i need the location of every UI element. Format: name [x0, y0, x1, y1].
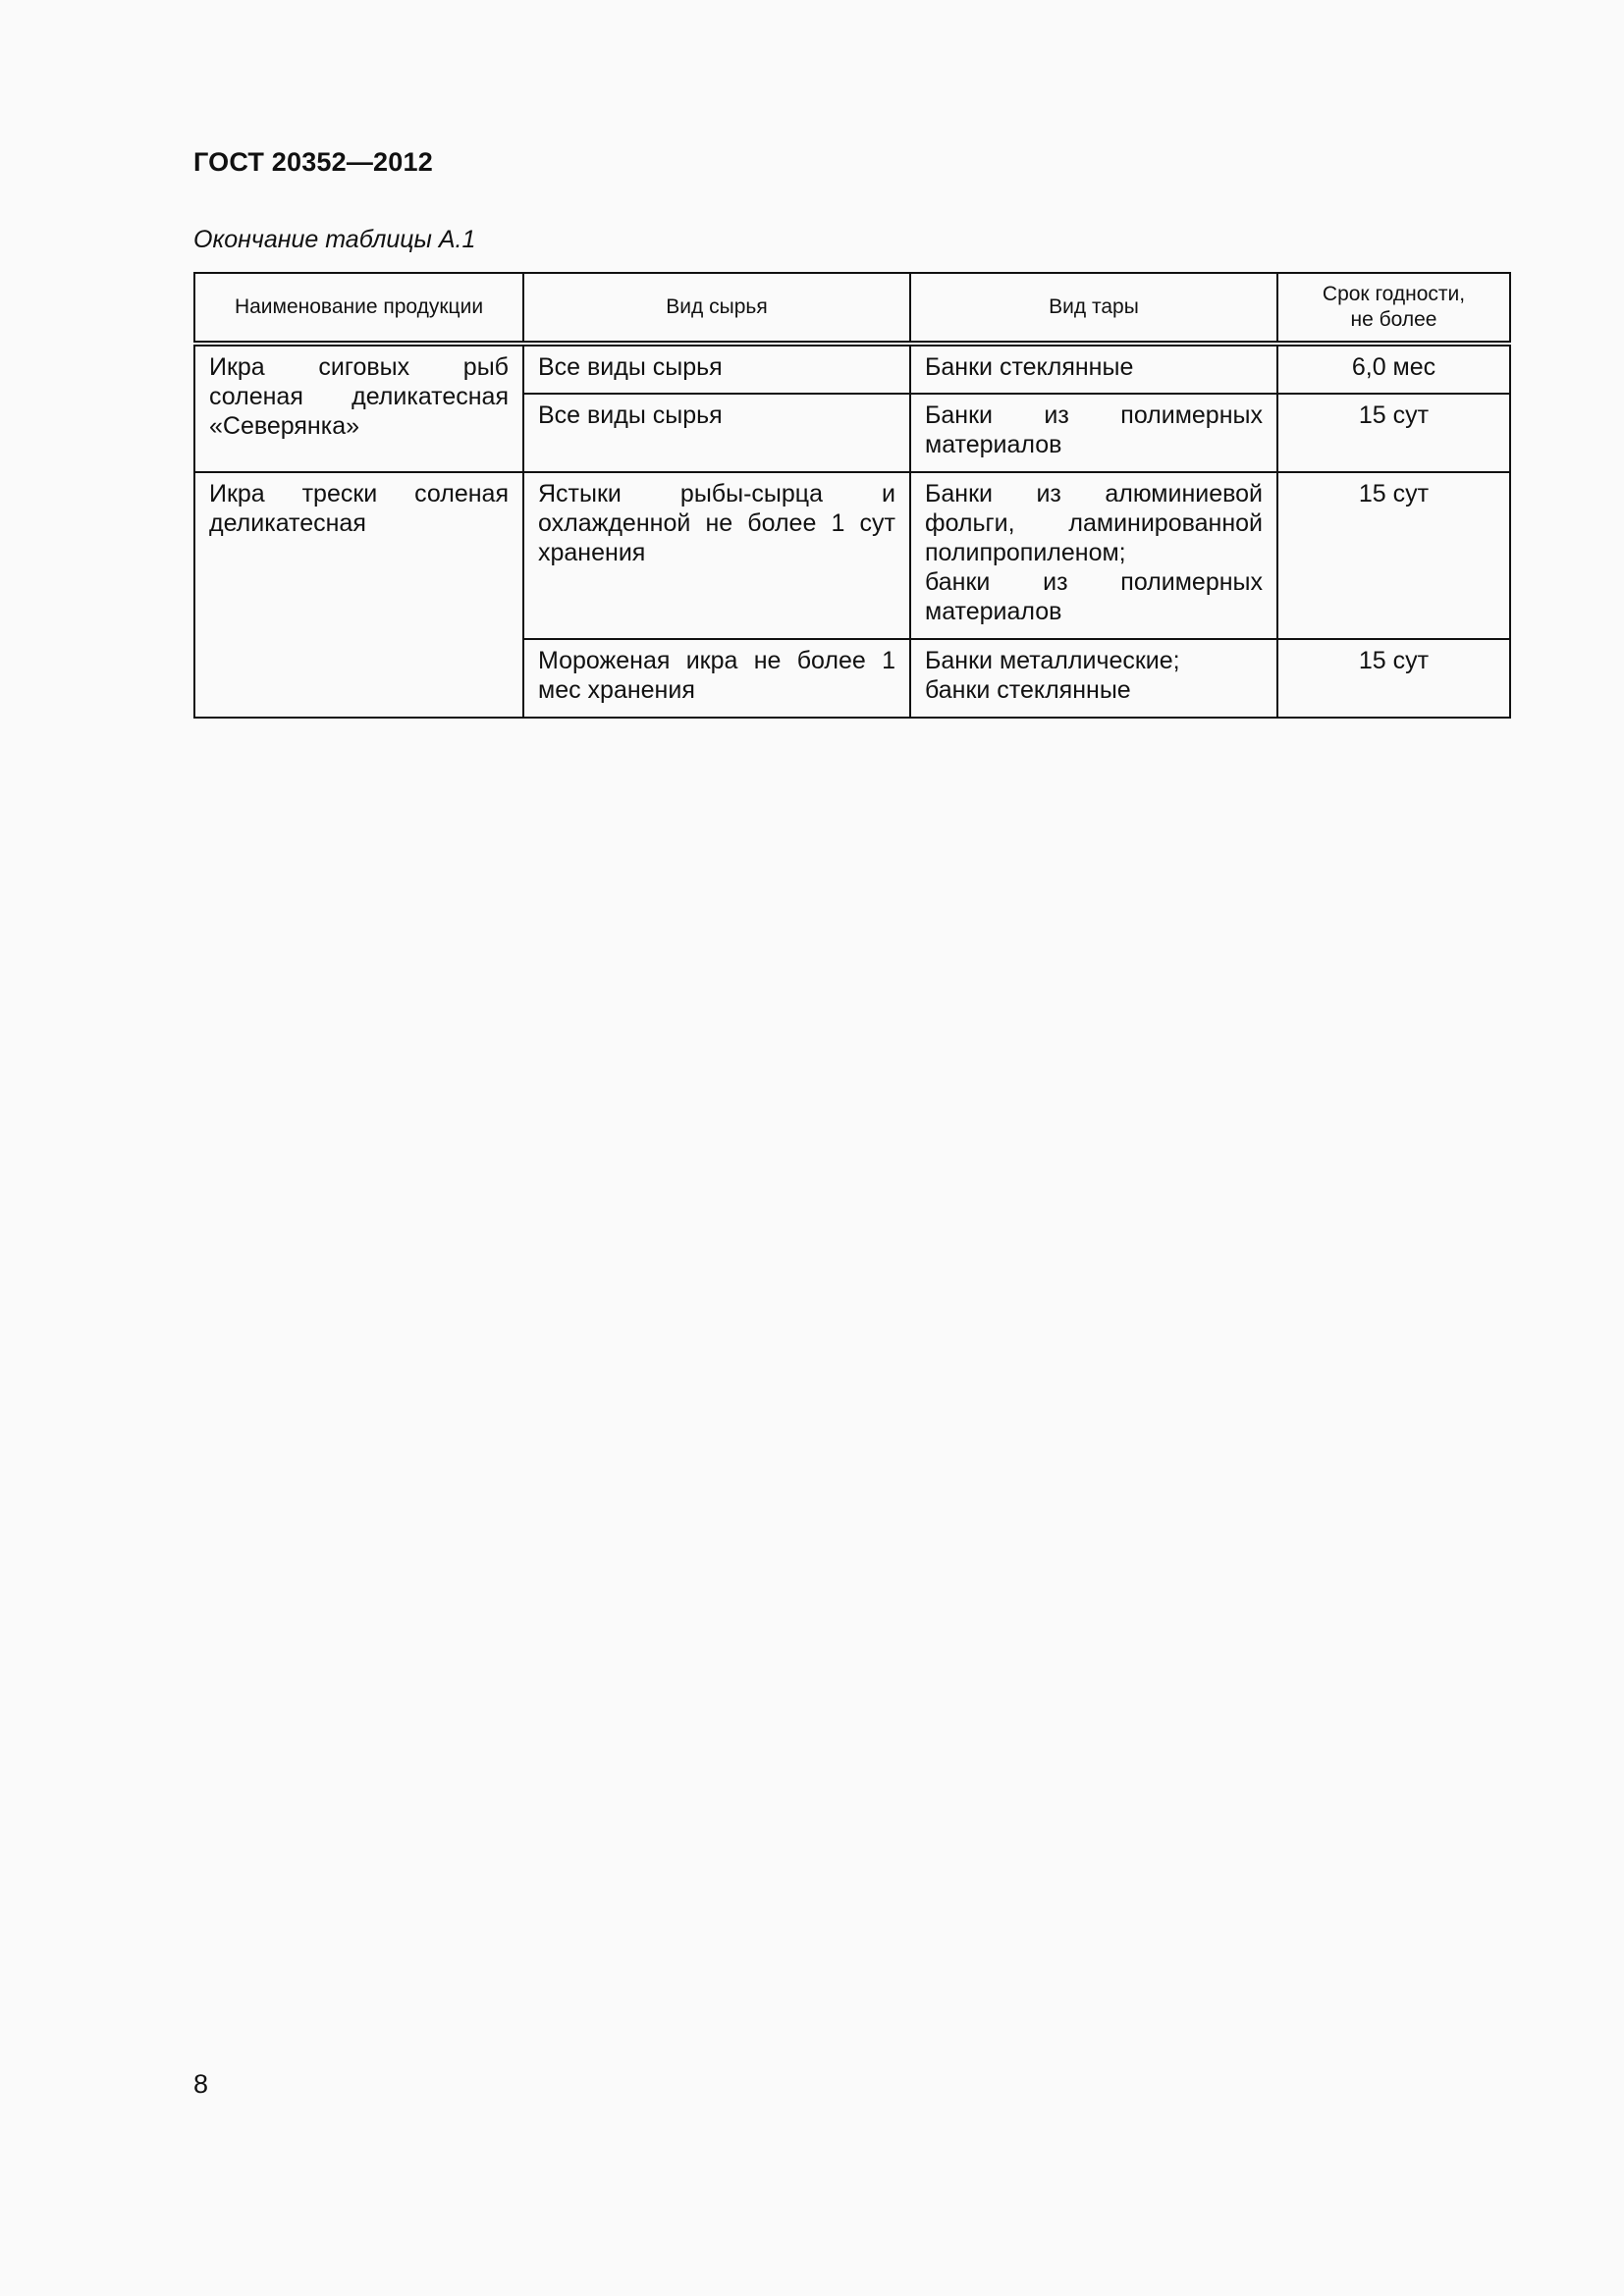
- container-line: Банки из алюминиевой фольги, ламинированной полипропиленом;: [925, 480, 1263, 566]
- container-cell: [910, 472, 1277, 639]
- table-row: [194, 344, 1510, 394]
- table-header-row: [194, 273, 1510, 344]
- document-header: ГОСТ 20352—2012: [193, 147, 433, 177]
- header-shelf-life-line2: не более: [1350, 308, 1437, 331]
- product-cell: Икра сиговых рыб соленая деликатесная «Северянка»: [194, 344, 523, 472]
- shelf-life-cell: 6,0 мес: [1277, 344, 1510, 394]
- header-container-type: Вид тары: [910, 273, 1277, 344]
- container-cell: Банки стеклянные: [910, 344, 1277, 394]
- header-shelf-life: [1277, 273, 1510, 344]
- raw-material-cell: Все виды сырья: [523, 394, 910, 472]
- container-line: Банки металлические;: [925, 647, 1180, 674]
- container-cell: Банки из полимерных материалов: [910, 394, 1277, 472]
- container-cell: [910, 639, 1277, 718]
- product-cell: Икра трески соленая деликатесная: [194, 472, 523, 718]
- page-number: 8: [193, 2069, 209, 2099]
- raw-material-cell: Мороженая икра не более 1 мес хранения: [523, 639, 910, 718]
- container-line: банки стеклянные: [925, 676, 1131, 704]
- shelf-life-cell: 15 сут: [1277, 394, 1510, 472]
- raw-material-cell: Ястыки рыбы-сырца и охлажденной не более 1 сут хранения: [523, 472, 910, 639]
- header-product-name: Наименование продукции: [194, 273, 523, 344]
- raw-material-cell: Все виды сырья: [523, 344, 910, 394]
- container-line: банки из полимерных материалов: [925, 568, 1263, 625]
- shelf-life-cell: 15 сут: [1277, 472, 1510, 639]
- table-row: [194, 472, 1510, 639]
- table-caption: Окончание таблицы А.1: [193, 226, 476, 253]
- shelf-life-table: [193, 272, 1511, 719]
- header-shelf-life-line1: Срок годности,: [1322, 283, 1466, 305]
- shelf-life-cell: 15 сут: [1277, 639, 1510, 718]
- header-raw-material: Вид сырья: [523, 273, 910, 344]
